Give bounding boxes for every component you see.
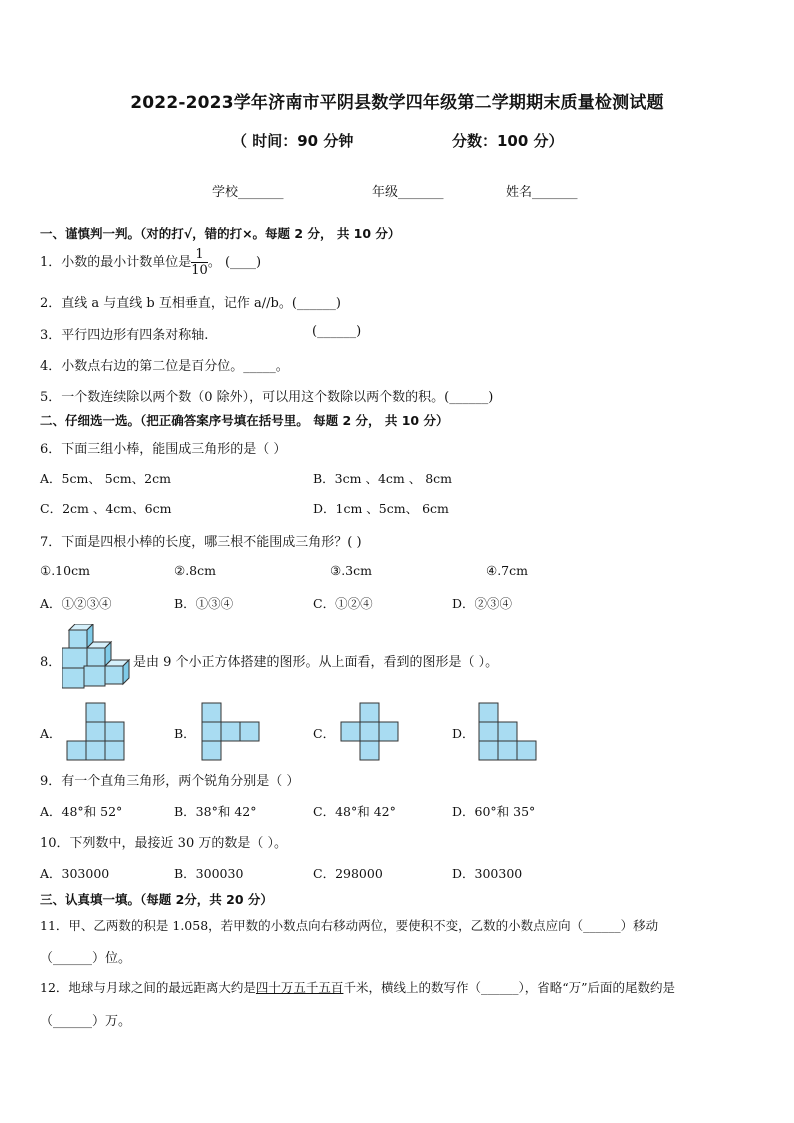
school-field: 学校_______ (212, 185, 284, 200)
question-6-option-b: B．3cm 、4cm 、 8cm (313, 471, 453, 486)
question-7-option-a: A．①②③④ (40, 596, 112, 611)
question-9-option-d: D．60°和 35° (452, 804, 536, 819)
stick-2: ②.8cm (174, 563, 216, 578)
question-2: 2．直线 a 与直线 b 互相垂直，记作 a//b。(______) (40, 296, 341, 311)
question-9-option-c: C．48°和 42° (313, 804, 396, 819)
question-7: 7．下面是四根小棒的长度，哪三根不能围成三角形？( ) (40, 535, 362, 550)
stick-3: ③.3cm (330, 563, 372, 578)
question-6: 6．下面三组小棒，能围成三角形的是（ ） (40, 442, 287, 457)
question-8-text: 是由 9 个小正方体搭建的图形。从上面看，看到的图形是（ ）。 (133, 655, 499, 670)
question-10-option-b: B．300030 (174, 866, 244, 881)
stick-1: ①.10cm (40, 563, 90, 578)
question-10-option-d: D．300300 (452, 866, 523, 881)
question-7-option-b: B．①③④ (174, 596, 234, 611)
underlined-number-words: 四十万五千五百 (255, 980, 344, 995)
question-1-blank: 。 (____) (207, 255, 262, 270)
question-10-option-a: A．303000 (40, 866, 110, 881)
question-12-text-end: 千米，横线上的数写作（______），省略“万”后面的尾数约是 (343, 980, 675, 995)
question-8-option-d: D． (452, 726, 475, 741)
question-12-line-1 (40, 978, 675, 996)
option-a-top-view (66, 702, 128, 762)
question-9-option-b: B．38°和 42° (174, 804, 257, 819)
page-title: 2022-2023学年济南市平阴县数学四年级第二学期期末质量检测试题 (130, 93, 664, 113)
question-9: 9．有一个直角三角形，两个锐角分别是（ ） (40, 774, 300, 789)
grade-field: 年级_______ (372, 185, 444, 200)
option-d-top-view (478, 702, 540, 762)
question-11-line-2: （______）位。 (40, 951, 132, 966)
name-field: 姓名_______ (506, 185, 578, 200)
fraction-numerator: 1 (191, 248, 208, 263)
question-1 (40, 248, 261, 277)
question-10-option-c: C．298000 (313, 866, 383, 881)
question-1-text: 1．小数的最小计数单位是 (40, 255, 192, 270)
question-3-blank: (______) (312, 324, 362, 339)
fraction-denominator: 10 (191, 263, 208, 278)
question-3: 3．平行四边形有四条对称轴. (40, 328, 209, 343)
question-12-line-2: （______）万。 (40, 1014, 132, 1029)
option-c-top-view (340, 702, 402, 762)
question-5: 5．一个数连续除以两个数（0 除外），可以用这个数除以两个数的积。(______) (40, 390, 494, 405)
score-label: 分数：100 分） (452, 132, 564, 150)
question-6-option-c: C．2cm 、4cm、6cm (40, 501, 172, 516)
section-1-heading: 一、谨慎判一判。（对的打√，错的打×。每题 2 分， 共 10 分） (40, 226, 401, 241)
time-label: （ 时间：90 分钟 (232, 132, 354, 150)
section-3-heading: 三、认真填一填。（每题 2分，共 20 分） (40, 892, 273, 907)
question-7-option-d: D．②③④ (452, 596, 513, 611)
option-b-top-view (201, 702, 263, 762)
question-8-option-c: C． (313, 726, 336, 741)
question-7-option-c: C．①②④ (313, 596, 373, 611)
section-2-heading: 二、仔细选一选。（把正确答案序号填在括号里。 每题 2 分， 共 10 分） (40, 413, 449, 428)
question-6-option-a: A．5cm、 5cm、2cm (40, 471, 171, 486)
question-10: 10．下列数中，最接近 30 万的数是（ ）。 (40, 836, 287, 851)
cube-stack-figure (62, 624, 134, 690)
question-8-option-a: A． (40, 726, 62, 741)
question-8-option-b: B． (174, 726, 196, 741)
question-9-option-a: A．48°和 52° (40, 804, 123, 819)
fraction-one-tenth (191, 248, 208, 277)
question-6-option-d: D．1cm 、5cm、 6cm (313, 501, 449, 516)
question-12-text: 12．地球与月球之间的最远距离大约是 (40, 980, 256, 995)
question-8-number: 8． (40, 655, 62, 670)
question-11-line-1: 11．甲、乙两数的积是 1.058，若甲数的小数点向右移动两位，要使积不变，乙数的小数点应向（______）移动 (40, 918, 659, 933)
question-4: 4．小数点右边的第二位是百分位。_____。 (40, 359, 289, 374)
stick-4: ④.7cm (486, 563, 528, 578)
